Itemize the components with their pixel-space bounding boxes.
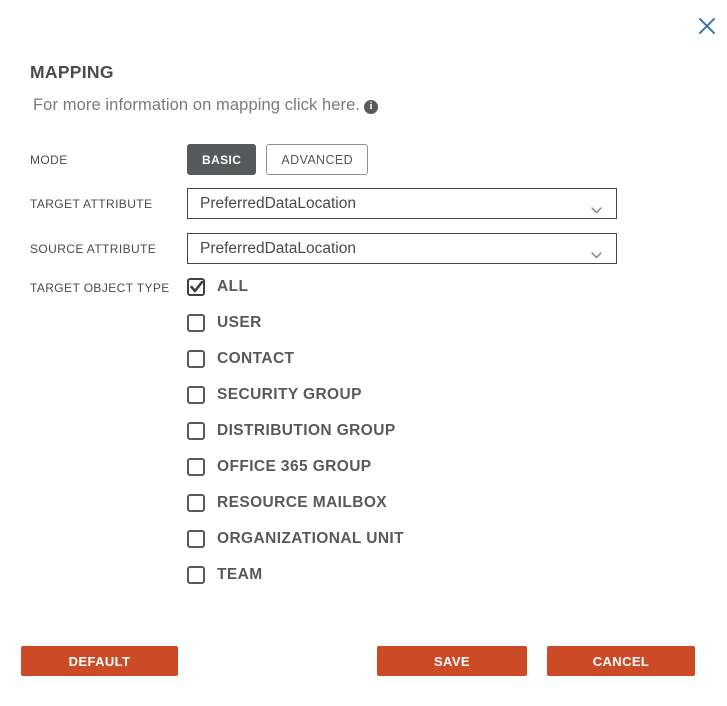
checkbox-all[interactable]: [187, 278, 205, 296]
checkbox-distribution-group[interactable]: [187, 422, 205, 440]
checkbox-label: USER: [217, 314, 262, 331]
target-attribute-row: [0, 188, 727, 219]
mode-row: [0, 144, 727, 175]
source-attribute-label: SOURCE ATTRIBUTE: [30, 241, 157, 256]
info-icon[interactable]: i: [364, 100, 378, 114]
checkbox-row-contact[interactable]: [187, 350, 404, 368]
close-button[interactable]: [694, 13, 720, 39]
chevron-down-icon: [591, 246, 602, 264]
checkbox-row-security-group[interactable]: [187, 386, 404, 404]
checkbox-label: TEAM: [217, 566, 263, 583]
checkbox-label: ORGANIZATIONAL UNIT: [217, 530, 404, 547]
close-icon: [697, 16, 717, 36]
default-button[interactable]: DEFAULT: [21, 646, 178, 676]
checkbox-row-office-365-group[interactable]: [187, 458, 404, 476]
checkbox-security-group[interactable]: [187, 386, 205, 404]
dialog-subtitle: [33, 96, 378, 115]
checkbox-row-all[interactable]: [187, 278, 404, 296]
checkbox-label: CONTACT: [217, 350, 295, 367]
mapping-form: [0, 144, 727, 602]
checkbox-office-365-group[interactable]: [187, 458, 205, 476]
click-here-link[interactable]: click here.: [284, 96, 361, 114]
checkbox-row-organizational-unit[interactable]: [187, 530, 404, 548]
source-attribute-value: PreferredDataLocation: [200, 239, 356, 257]
checkbox-label: OFFICE 365 GROUP: [217, 458, 372, 475]
checkbox-user[interactable]: [187, 314, 205, 332]
chevron-down-icon: [591, 201, 602, 219]
cancel-button[interactable]: CANCEL: [547, 646, 695, 676]
checkbox-row-resource-mailbox[interactable]: [187, 494, 404, 512]
target-attribute-value: PreferredDataLocation: [200, 194, 356, 212]
checkbox-label: RESOURCE MAILBOX: [217, 494, 388, 511]
source-attribute-select[interactable]: [187, 233, 617, 264]
target-object-type-row: [0, 278, 727, 602]
checkbox-label: SECURITY GROUP: [217, 386, 362, 403]
target-object-type-list: [187, 278, 404, 602]
checkbox-label: ALL: [217, 278, 249, 295]
mode-basic-button[interactable]: BASIC: [187, 144, 256, 175]
checkbox-contact[interactable]: [187, 350, 205, 368]
source-attribute-row: [0, 233, 727, 264]
actions-right-group: [377, 646, 695, 676]
checkbox-resource-mailbox[interactable]: [187, 494, 205, 512]
mode-toggle: [187, 144, 368, 175]
page-title: MAPPING: [30, 62, 114, 82]
subtitle-text: For more information on mapping: [33, 96, 281, 114]
checkbox-row-user[interactable]: [187, 314, 404, 332]
checkbox-label: DISTRIBUTION GROUP: [217, 422, 396, 439]
mode-advanced-button[interactable]: ADVANCED: [266, 144, 368, 175]
checkbox-row-distribution-group[interactable]: [187, 422, 404, 440]
checkbox-team[interactable]: [187, 566, 205, 584]
dialog-actions: [0, 646, 727, 676]
target-object-type-label: TARGET OBJECT TYPE: [30, 281, 170, 295]
checkbox-row-team[interactable]: [187, 566, 404, 584]
mode-label: MODE: [30, 152, 68, 167]
check-icon: [190, 281, 203, 293]
target-attribute-label: TARGET ATTRIBUTE: [30, 196, 153, 211]
save-button[interactable]: SAVE: [377, 646, 527, 676]
target-attribute-select[interactable]: [187, 188, 617, 219]
checkbox-organizational-unit[interactable]: [187, 530, 205, 548]
